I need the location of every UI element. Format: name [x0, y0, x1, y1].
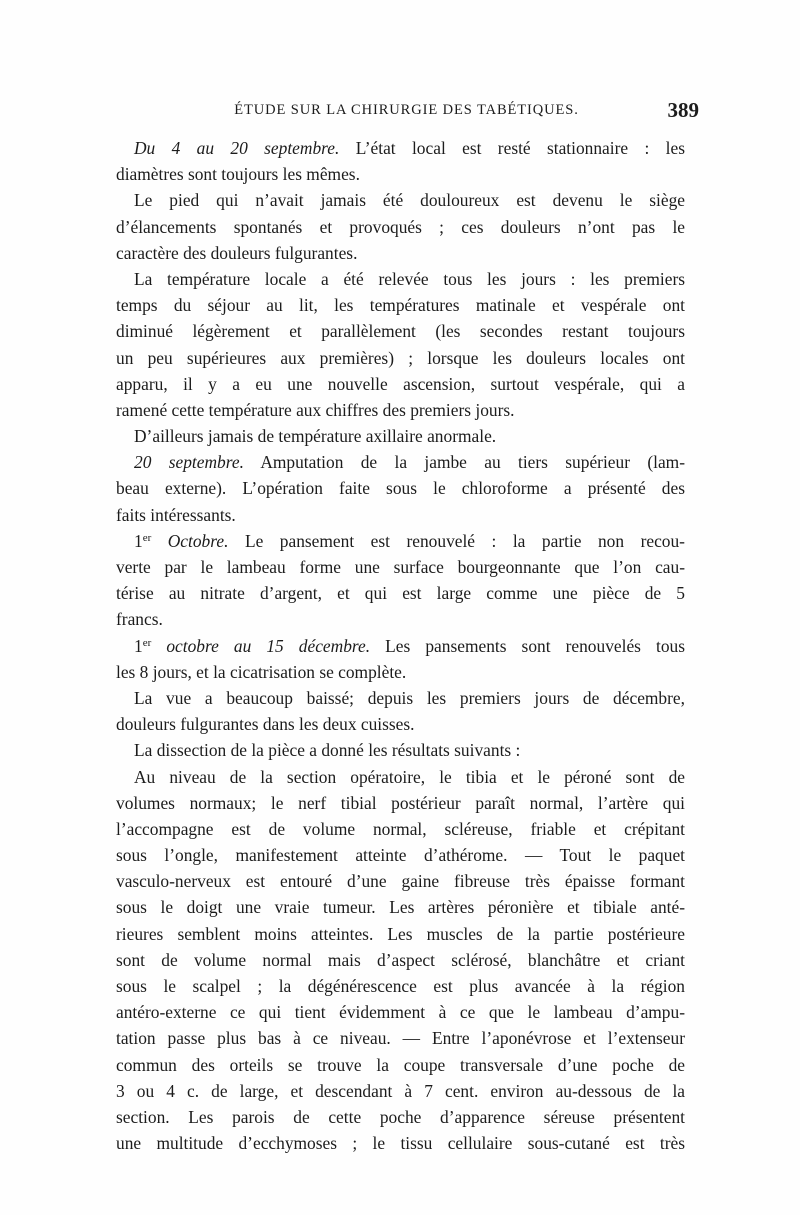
text-line: volumes normaux; le nerf tibial postérieur paraît normal, l’artère qui — [116, 792, 685, 813]
text-line — [116, 135, 685, 161]
text-line: sous le scalpel ; la dégénérescence est plus avancée à la région — [116, 976, 685, 996]
text-line — [116, 528, 685, 554]
text-line: térise au nitrate d’argent, et qui est large comme une pièce de 5 — [116, 583, 685, 604]
text-line: 3 ou 4 c. de large, et descendant à 7 cent. environ au-dessous de la — [116, 1080, 685, 1101]
text-line: apparu, il y a eu une nouvelle ascension, surtout vespérale, qui a — [116, 373, 685, 394]
ordinal-suffix: er — [142, 531, 152, 544]
date-heading: Du 4 au 20 septembre. — [134, 138, 340, 158]
text-line — [116, 449, 685, 475]
ordinal-suffix: er — [142, 636, 152, 649]
running-head — [114, 99, 699, 125]
text-line: section. Les parois de cette poche d’apparence séreuse présentent — [116, 1106, 685, 1127]
text-line: sous le doigt une vraie tumeur. Les artères péronière et tibiale anté- — [116, 897, 685, 918]
text-span: L’état local est resté stationnaire : les — [355, 138, 685, 158]
text-line: les 8 jours, et la cicatrisation se complète. — [116, 661, 407, 682]
ordinal-number: 1 — [134, 635, 143, 656]
text-line: verte par le lambeau forme une surface bourgeonnante que l’on cau- — [116, 557, 685, 577]
date-heading: octobre au 15 décembre. — [166, 635, 371, 656]
text-span: Le pansement est renouvelé : la partie non recou- — [244, 530, 685, 551]
text-line: La vue a beaucoup baissé; depuis les premiers jours de décembre, — [134, 687, 685, 708]
text-line: une multitude d’ecchymoses ; le tissu cellulaire sous-cutané est très — [116, 1133, 685, 1154]
text-line: faits intéressants. — [116, 504, 236, 525]
text-line: La dissection de la pièce a donné les résultats suivants : — [134, 740, 521, 761]
text-line: sous l’ongle, manifestement atteinte d’athérome. — Tout le paquet — [116, 845, 685, 866]
text-line: sont de volume normal mais d’aspect sclérosé, blanchâtre et criant — [116, 949, 685, 970]
ordinal-number: 1 — [134, 530, 143, 551]
text-line: temps du séjour au lit, les températures matinale et vespérale ont — [116, 295, 685, 316]
text-span: Amputation de la jambe au tiers supérieur (lam- — [260, 452, 685, 473]
date-heading: 20 septembre. — [134, 452, 244, 473]
running-title: ÉTUDE SUR LA CHIRURGIE DES TABÉTIQUES. — [234, 102, 579, 118]
text-line: Le pied qui n’avait jamais été douloureux est devenu le siège — [134, 190, 685, 211]
text-line: diamètres sont toujours les mêmes. — [116, 164, 360, 185]
text-line: rieures semblent moins atteintes. Les muscles de la partie postérieure — [116, 923, 685, 944]
text-line: D’ailleurs jamais de température axillaire anormale. — [134, 426, 497, 447]
text-line: ramené cette température aux chiffres des premiers jours. — [116, 399, 515, 420]
text-line: commun des orteils se trouve la coupe transversale d’une poche de — [116, 1054, 685, 1075]
text-line: diminué légèrement et parallèlement (les secondes restant toujours — [116, 321, 685, 342]
text-line: vasculo-nerveux est entouré d’une gaine fibreuse très épaisse formant — [116, 871, 685, 892]
text-span: Les pansements sont renouvelés tous — [385, 635, 685, 656]
text-line: l’accompagne est de volume normal, scléreuse, friable et crépitant — [116, 818, 685, 839]
text-line: caractère des douleurs fulgurantes. — [116, 242, 358, 263]
text-line: antéro-externe ce qui tient évidemment à ce que le lambeau d’ampu- — [116, 1002, 685, 1023]
text-line: beau externe). L’opération faite sous le chloroforme a présenté des — [116, 478, 685, 499]
text-line: tation passe plus bas à ce niveau. — Entre l’aponévrose et l’extenseur — [116, 1028, 685, 1049]
text-line: francs. — [116, 609, 163, 630]
body-text — [116, 135, 685, 1156]
text-line: d’élancements spontanés et provoqués ; ces douleurs n’ont pas le — [116, 216, 685, 237]
text-line: douleurs fulgurantes dans les deux cuisses. — [116, 714, 415, 735]
text-line: La température locale a été relevée tous les jours : les premiers — [134, 268, 685, 289]
date-heading: Octobre. — [167, 530, 229, 551]
text-line: un peu supérieures aux premières) ; lorsque les douleurs locales ont — [116, 347, 685, 368]
text-line: Au niveau de la section opératoire, le tibia et le péroné sont de — [134, 766, 685, 787]
text-line — [116, 633, 685, 659]
page-number: 389 — [667, 98, 699, 122]
